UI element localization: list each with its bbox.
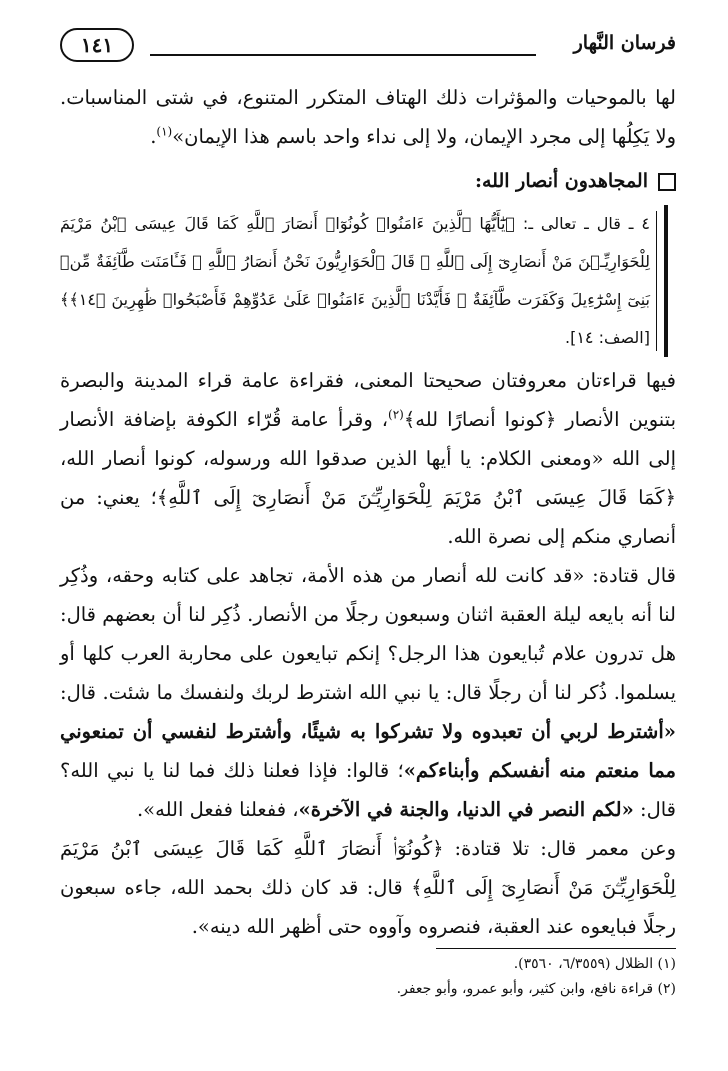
header-rule — [150, 54, 536, 56]
section-heading — [60, 162, 676, 201]
body-text — [60, 78, 676, 946]
footnote-2: (٢) قراءة نافع، وابن كثير، وأبو عمرو، وأبو جعفر. — [396, 981, 676, 997]
bold-quote-1: «أشترط لربي أن تعبدوه ولا تشركوا به شيئًا، وأشترط لنفسي أن تمنعوني مما منعتم منه أنفسكم وأبناءكم» — [60, 720, 676, 782]
footnote-ref-1: (١) — [156, 124, 173, 139]
paragraph-readings-a: فيها قراءتان معروفتان صحيحتا المعنى، فقراءة عامة قراء المدينة والبصرة بتنوين الأنصار ﴿كونوا أنصارًا لله﴾ — [60, 369, 676, 431]
quran-verse-block — [60, 205, 668, 357]
footnote-1: (١) الظلال (٦/٣٥٥٩، ٣٥٦٠). — [513, 956, 676, 972]
quran-verse-text: ٤ ـ قال ـ تعالى ـ: ﴿يَٰٓأَيُّهَا ٱلَّذِينَ ءَامَنُوا۟ كُونُوٓا۟ أَنصَارَ ٱللَّهِ كَمَا قَالَ عِيسَى ٱبْنُ مَرْيَمَ لِلْحَوَارِيِّـۧنَ مَنْ أَنصَارِىٓ إِلَى ٱللَّهِ ۖ قَالَ ٱلْحَوَارِيُّونَ نَحْنُ أَنصَارُ ٱللَّهِ ۖ فَـَٔامَنَت طَّآئِفَةٌ مِّنۢ بَنِىٓ إِسْرَٰٓءِيلَ وَكَفَرَت طَّآئِفَةٌ ۖ فَأَيَّدْنَا ٱلَّذِينَ ءَامَنُوا۟ عَلَىٰ عَدُوِّهِمْ فَأَصْبَحُوا۟ ظَٰهِرِينَ ﴿١٤﴾﴾ [الصف: ١٤]. — [60, 214, 650, 347]
paragraph-qatada-b: ؛ قالوا: فإذا فعلنا ذلك فما لنا يا نبي الله؟ قال: — [60, 759, 676, 821]
paragraph-intro-text: لها بالموحيات والمؤثرات ذلك الهتاف المتكرر المتنوع، في شتى المناسبات. ولا يَكِلُها إلى مجرد الإيمان، ولا إلى نداء واحد باسم هذا الإيمان» — [60, 86, 676, 148]
paragraph-readings — [60, 361, 676, 556]
running-title: فرسان النَّهار — [573, 32, 676, 54]
bold-quote-2: «لكم النصر في الدنيا، والجنة في الآخرة» — [298, 798, 634, 821]
paragraph-intro-end: . — [150, 125, 157, 148]
paragraph-mamar — [60, 829, 676, 946]
paragraph-qatada-a: قال قتادة: «قد كانت لله أنصار من هذه الأمة، تجاهد على كتابه وحقه، وذُكِر لنا أنه بايعه ليلة العقبة اثنان وسبعون رجلًا من الأنصار. ذُكِر لنا أن بعضهم قال: هل تدرون علام تُبايعون هذا الرجل؟ إنكم تبايعون على محاربة العرب كلها أو يسلموا. ذُكر لنا أن رجلًا قال: يا نبي الله اشترط لربك ولنفسك ما شئت. قال: — [60, 564, 676, 704]
section-heading-text: المجاهدون أنصار الله: — [474, 170, 648, 192]
footnotes — [60, 952, 676, 1002]
paragraph-qatada-c: ، ففعلنا ففعل الله». — [136, 798, 299, 821]
paragraph-mamar-text: وعن معمر قال: تلا قتادة: ﴿كُونُوٓا۟ أَنصَارَ ٱللَّهِ كَمَا قَالَ عِيسَى ٱبْنُ مَرْيَمَ لِلْحَوَارِيِّـۧنَ مَنْ أَنصَارِىٓ إِلَى ٱللَّهِ﴾ قال: قد كان ذلك بحمد الله، جاءه سبعون رجلًا فبايعوه عند العقبة، فنصروه وآووه حتى أظهر الله دينه». — [60, 837, 676, 938]
paragraph-readings-b: ، وقرأ عامة قُرّاء الكوفة بإضافة الأنصار إلى الله «ومعنى الكلام: يا أيها الذين صدقوا الله ورسوله، كونوا أنصار الله، ﴿كَمَا قَالَ عِيسَى ٱبْنُ مَرْيَمَ لِلْحَوَارِيِّـۧنَ مَنْ أَنصَارِىٓ إِلَى ٱللَّهِ﴾؛ يعني: من أنصاري منكم إلى نصرة الله. — [60, 408, 676, 548]
page-header — [60, 28, 676, 68]
paragraph-qatada — [60, 556, 676, 829]
paragraph-intro — [60, 78, 676, 156]
checkbox-square-icon — [658, 173, 676, 191]
page-number: ١٤١ — [60, 28, 134, 62]
footnote-ref-2: (٢) — [388, 407, 404, 422]
footnote-rule — [436, 948, 676, 949]
